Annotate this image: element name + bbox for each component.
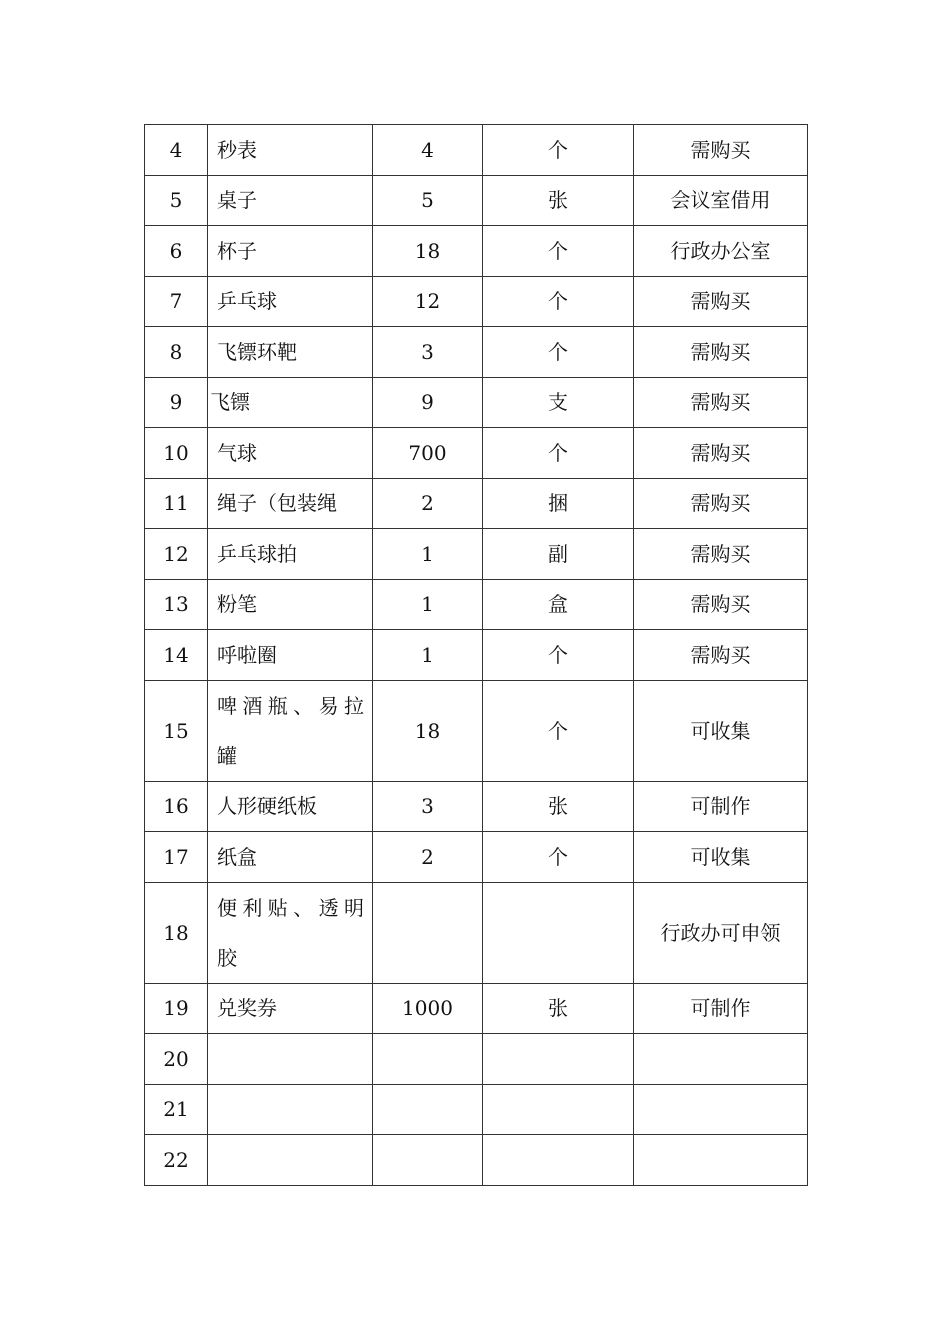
item-name: 乒乓球拍 (208, 529, 373, 580)
row-number: 10 (145, 428, 208, 479)
item-unit: 个 (483, 327, 634, 378)
row-number: 14 (145, 630, 208, 681)
item-note: 行政办可申领 (634, 882, 808, 983)
row-number: 22 (145, 1135, 208, 1186)
table-row (145, 327, 808, 378)
row-number: 18 (145, 882, 208, 983)
table-row (145, 1034, 808, 1085)
item-name: 呼啦圈 (208, 630, 373, 681)
item-name: 杯子 (208, 226, 373, 277)
item-note (634, 1135, 808, 1186)
item-name: 乒乓球 (208, 276, 373, 327)
row-number: 21 (145, 1084, 208, 1135)
item-note: 需购买 (634, 327, 808, 378)
row-number: 17 (145, 832, 208, 883)
item-unit: 个 (483, 226, 634, 277)
row-number: 9 (145, 377, 208, 428)
item-name: 飞镖环靶 (208, 327, 373, 378)
item-name: 兑奖券 (208, 983, 373, 1034)
item-quantity: 4 (373, 125, 483, 176)
item-note: 需购买 (634, 428, 808, 479)
item-name: 飞镖 (208, 377, 373, 428)
item-unit: 个 (483, 832, 634, 883)
item-note (634, 1034, 808, 1085)
item-quantity: 12 (373, 276, 483, 327)
table-row (145, 529, 808, 580)
table-row (145, 428, 808, 479)
item-quantity: 9 (373, 377, 483, 428)
item-name: 便利贴、透明胶 (208, 882, 373, 983)
supplies-table (144, 124, 808, 1186)
item-note: 需购买 (634, 478, 808, 529)
item-unit: 捆 (483, 478, 634, 529)
table-row (145, 1084, 808, 1135)
item-quantity (373, 1135, 483, 1186)
table-row (145, 377, 808, 428)
item-name: 人形硬纸板 (208, 781, 373, 832)
item-unit: 支 (483, 377, 634, 428)
item-quantity: 3 (373, 327, 483, 378)
item-name: 桌子 (208, 175, 373, 226)
item-unit: 个 (483, 630, 634, 681)
row-number: 15 (145, 680, 208, 781)
item-name: 粉笔 (208, 579, 373, 630)
item-name (208, 1034, 373, 1085)
item-name: 绳子（包装绳 (208, 478, 373, 529)
table-row (145, 630, 808, 681)
table-row (145, 882, 808, 983)
item-unit: 个 (483, 680, 634, 781)
row-number: 11 (145, 478, 208, 529)
item-unit (483, 1135, 634, 1186)
table-row (145, 226, 808, 277)
item-note: 会议室借用 (634, 175, 808, 226)
item-quantity: 1000 (373, 983, 483, 1034)
item-unit: 个 (483, 125, 634, 176)
item-unit: 个 (483, 428, 634, 479)
table-row (145, 1135, 808, 1186)
item-note: 需购买 (634, 529, 808, 580)
table-row (145, 276, 808, 327)
item-unit: 个 (483, 276, 634, 327)
item-note (634, 1084, 808, 1135)
item-name: 秒表 (208, 125, 373, 176)
item-quantity: 18 (373, 226, 483, 277)
item-note: 需购买 (634, 377, 808, 428)
row-number: 19 (145, 983, 208, 1034)
row-number: 20 (145, 1034, 208, 1085)
row-number: 13 (145, 579, 208, 630)
item-name: 气球 (208, 428, 373, 479)
table-row (145, 832, 808, 883)
item-quantity: 2 (373, 832, 483, 883)
item-quantity (373, 882, 483, 983)
item-quantity: 3 (373, 781, 483, 832)
row-number: 4 (145, 125, 208, 176)
item-quantity: 1 (373, 529, 483, 580)
item-note: 需购买 (634, 579, 808, 630)
row-number: 8 (145, 327, 208, 378)
item-quantity: 18 (373, 680, 483, 781)
item-note: 需购买 (634, 125, 808, 176)
item-note: 需购买 (634, 630, 808, 681)
item-quantity: 1 (373, 630, 483, 681)
item-unit: 张 (483, 983, 634, 1034)
item-unit (483, 882, 634, 983)
item-quantity: 700 (373, 428, 483, 479)
row-number: 12 (145, 529, 208, 580)
item-quantity: 1 (373, 579, 483, 630)
item-unit: 张 (483, 781, 634, 832)
row-number: 7 (145, 276, 208, 327)
item-quantity (373, 1034, 483, 1085)
item-unit (483, 1084, 634, 1135)
row-number: 6 (145, 226, 208, 277)
item-note: 可收集 (634, 680, 808, 781)
item-name (208, 1084, 373, 1135)
item-note: 可制作 (634, 983, 808, 1034)
table-row (145, 175, 808, 226)
item-name (208, 1135, 373, 1186)
table-row (145, 680, 808, 781)
row-number: 16 (145, 781, 208, 832)
item-quantity: 2 (373, 478, 483, 529)
table-row (145, 478, 808, 529)
item-unit: 副 (483, 529, 634, 580)
row-number: 5 (145, 175, 208, 226)
item-note: 行政办公室 (634, 226, 808, 277)
table-row (145, 781, 808, 832)
table-row (145, 579, 808, 630)
item-unit (483, 1034, 634, 1085)
table-row (145, 983, 808, 1034)
item-name: 啤酒瓶、易拉罐 (208, 680, 373, 781)
table-row (145, 125, 808, 176)
item-name: 纸盒 (208, 832, 373, 883)
item-unit: 盒 (483, 579, 634, 630)
item-note: 可收集 (634, 832, 808, 883)
item-quantity: 5 (373, 175, 483, 226)
item-note: 需购买 (634, 276, 808, 327)
item-unit: 张 (483, 175, 634, 226)
item-note: 可制作 (634, 781, 808, 832)
item-quantity (373, 1084, 483, 1135)
